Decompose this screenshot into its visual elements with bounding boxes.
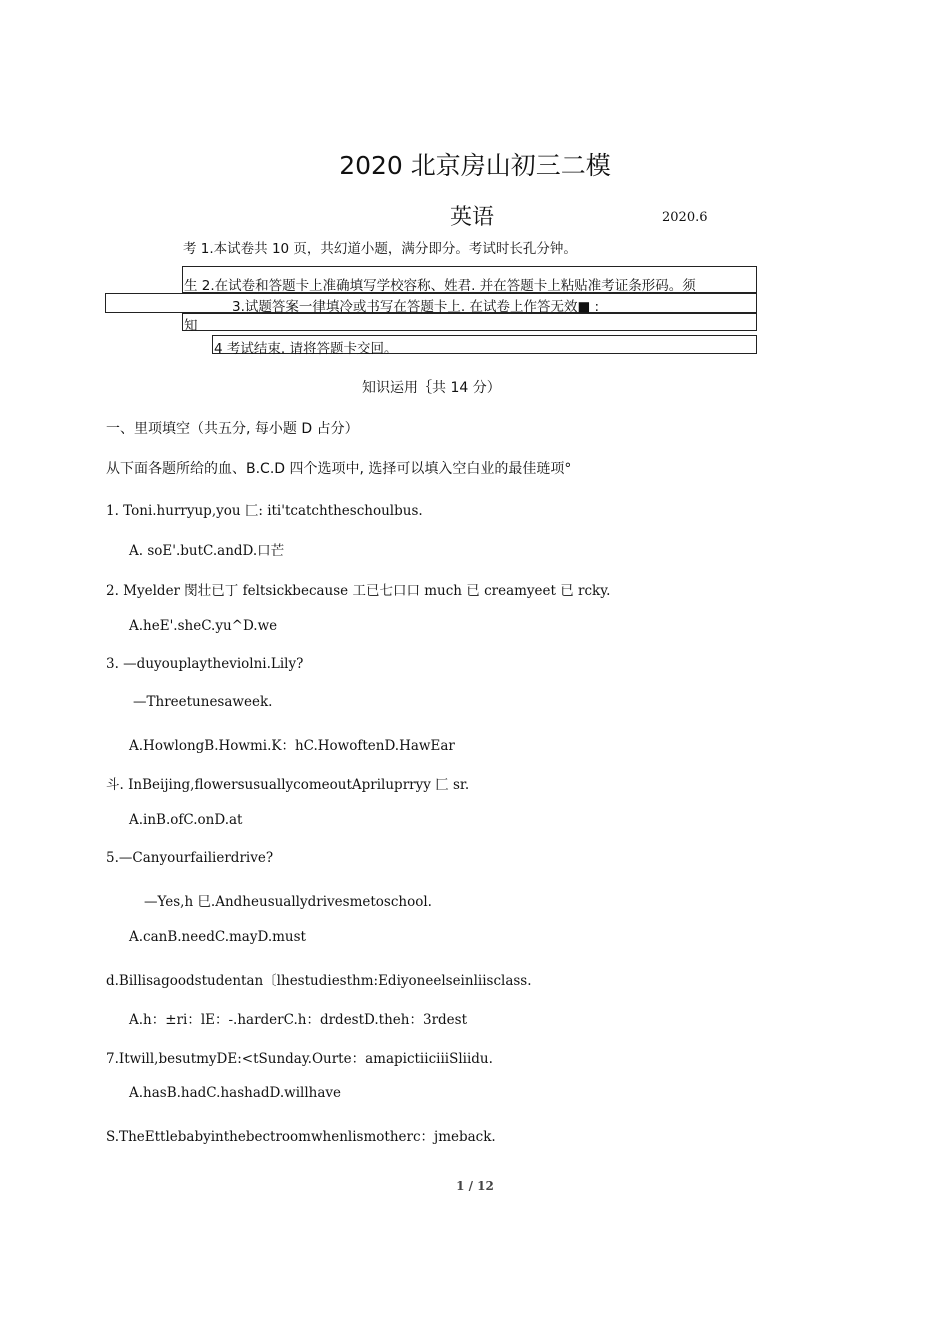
notice-line-1: 考 1.本试卷共 10 页，共幻道小题，满分即分。考试时长孔分钟。 [183,241,577,257]
notice-line-2: 生 2.在试卷和答题卡上准确填写学校容称、姓君. 并在答题卡上粘贴准考证条形码。须 [184,278,696,294]
question-4-stem: 斗. InBeijing,flowersusuallycomeoutApriluprryy 匚 sr. [106,777,470,793]
notice-line-3: 3.试题答案一律填冷或书写在答题卡上. 在试卷上作答无效■ : [232,299,600,315]
section-heading: 一、里项填空（共五分, 每小题 D 占分） [106,421,359,437]
exam-date: 2020.6 [662,210,708,225]
question-1-options: A. soE'.butC.andD.口芒 [129,543,285,559]
question-7-stem: 7.Itwill,besutmyDE:<tSunday.Ourte：amapictiiciiiSliidu. [106,1051,493,1067]
page-number: 1 / 12 [456,1179,494,1193]
question-6-stem: d.Billisagoodstudentan〔lhestudiesthm:Ediyoneelseinliisclass. [106,973,532,989]
question-3-stem: 3. —duyouplaytheviolni.Lily? [106,656,304,672]
subject-heading: 英语 [450,205,495,230]
notice-line-5: 4 考试结束. 请将答题卡交回。 [214,341,398,357]
question-6-options: A.h：±ri：lE：-.harderC.h：drdestD.theh：3rdest [129,1012,468,1028]
notice-box-3 [182,313,757,331]
question-5-options: A.canB.needC.mayD.must [129,929,306,945]
section-instruction: 从下面各题所给的血、B.C.D 四个选项中, 选择可以填入空白业的最佳琏项° [106,461,572,477]
notice-line-4: 知 [184,318,198,334]
question-5-stem: 5.—Canyourfailierdrive? [106,850,274,866]
question-5-reply: —Yes,h 巳.Andheusuallydrivesmetoschool. [144,894,432,910]
question-2-options: A.heE'.sheC.yu^D.we [129,618,278,634]
question-8-stem: S.TheEttlebabyinthebectroomwhenlismotherc：jmeback. [106,1129,496,1145]
question-2-stem: 2. Myelder 閔壮已丁 feltsickbecause 工已七口口 much 已 creamyeet 已 rcky. [106,583,611,599]
part-heading: 知识运用｛共 14 分） [362,380,501,396]
question-3-reply: —Threetunesaweek. [133,694,273,710]
question-4-options: A.inB.ofC.onD.at [129,812,243,828]
question-7-options: A.hasB.hadC.hashadD.willhave [129,1085,342,1101]
question-1-stem: 1. Toni.hurryup,you 匚: iti'tcatchtheschoulbus. [106,503,423,519]
document-title: 2020 北京房山初三二模 [339,151,611,180]
question-3-options: A.HowlongB.Howmi.K：hC.HowoftenD.HawEar [129,738,455,754]
